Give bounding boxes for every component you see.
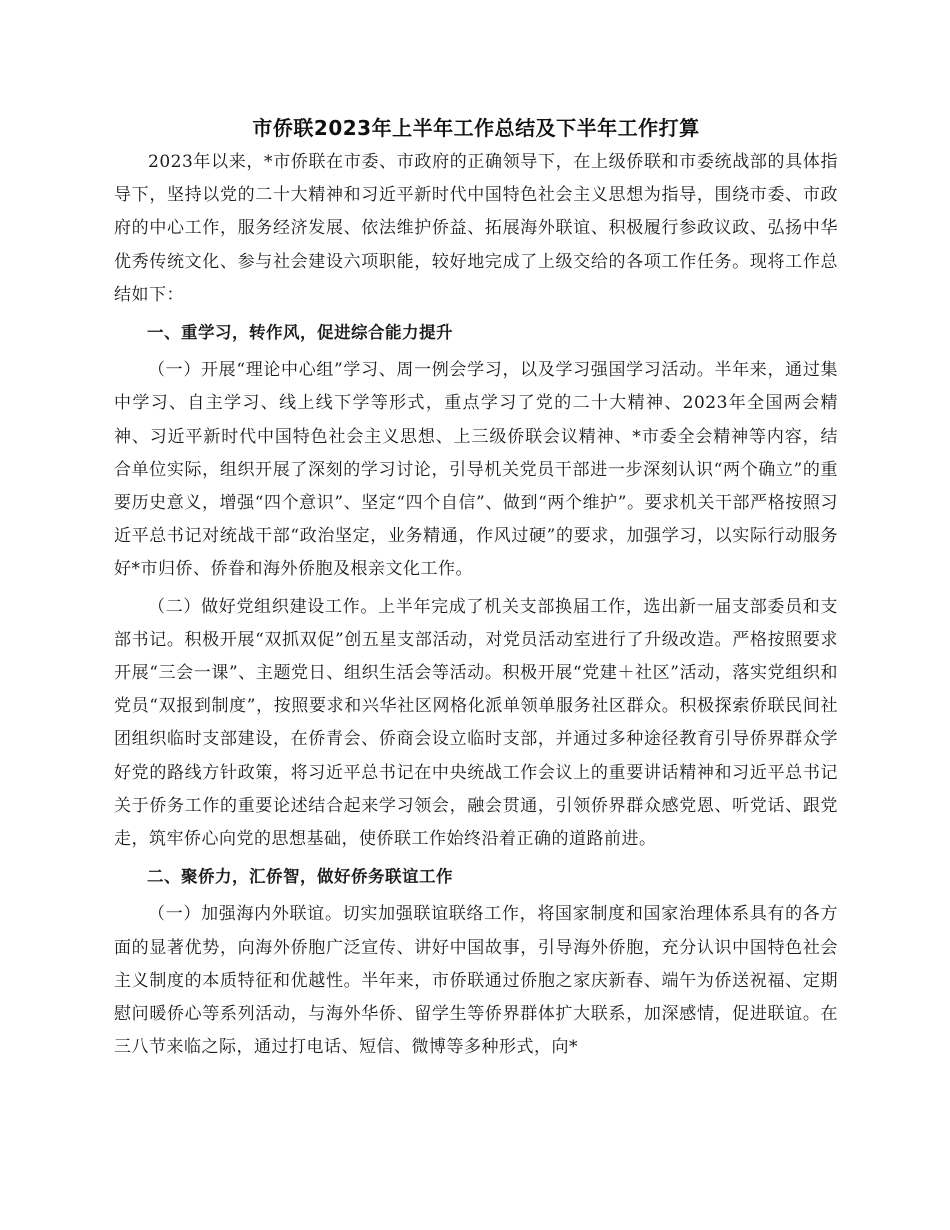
document-page (114, 110, 838, 1064)
section-heading-2: 二、聚侨力，汇侨智，做好侨务联谊工作 (147, 867, 453, 887)
section1-paragraph-1: （一）开展“理论中心组”学习、周一例会学习，以及学习强国学习活动。半年来，通过集中学习、自主学习、线上线下学等形式，重点学习了党的二十大精神、2023年全国两会精神、习近平新时代中国特色社会主义思想、上三级侨联会议精神、*市委全会精神等内容，结合单位实际，组织开展了深刻的学习讨论，引导机关党员干部进一步深刻认识“两个确立”的重要历史意义，增强“四个意识”、坚定“四个自信”、做到“两个维护”。要求机关干部严格按照习近平总书记对统战干部“政治坚定，业务精通，作风过硬”的要求，加强学习，以实际行动服务好*市归侨、侨眷和海外侨胞及根亲文化工作。 (114, 360, 838, 580)
intro-paragraph: 2023年以来，*市侨联在市委、市政府的正确领导下，在上级侨联和市委统战部的具体指导下，坚持以党的二十大精神和习近平新时代中国特色社会主义思想为指导，围绕市委、市政府的中心工作，服务经济发展、依法维护侨益、拓展海外联谊、积极履行参政议政、弘扬中华优秀传统文化、参与社会建设六项职能，较好地完成了上级交给的各项工作任务。现将工作总结如下： (114, 152, 838, 305)
section1-paragraph-2: （二）做好党组织建设工作。上半年完成了机关支部换届工作，选出新一届支部委员和支部书记。积极开展“双抓双促”创五星支部活动，对党员活动室进行了升级改造。严格按照要求开展“三会一课”、主题党日、组织生活会等活动。积极开展“党建＋社区”活动，落实党组织和党员“双报到制度”，按照要求和兴华社区网格化派单领单服务社区群众。积极探索侨联民间社团组织临时支部建设，在侨青会、侨商会设立临时支部，并通过多种途径教育引导侨界群众学好党的路线方针政策，将习近平总书记在中央统战工作会议上的重要讲话精神和习近平总书记关于侨务工作的重要论述结合起来学习领会，融会贯通，引领侨界群众感党恩、听党话、跟党走，筑牢侨心向党的思想基础，使侨联工作始终沿着正确的道路前进。 (114, 596, 838, 850)
section2-paragraph-1: （一）加强海内外联谊。切实加强联谊联络工作，将国家制度和国家治理体系具有的各方面的显著优势，向海外侨胞广泛宣传、讲好中国故事，引导海外侨胞，充分认识中国特色社会主义制度的本质特征和优越性。半年来，市侨联通过侨胞之家庆新春、端午为侨送祝福、定期慰问暖侨心等系列活动，与海外华侨、留学生等侨界群体扩大联系，加深感情，促进联谊。在三八节来临之际，通过打电话、短信、微博等多种形式，向* (114, 904, 838, 1058)
document-title: 市侨联2023年上半年工作总结及下半年工作打算 (252, 116, 700, 140)
section-heading-1: 一、重学习，转作风，促进综合能力提升 (147, 323, 453, 343)
